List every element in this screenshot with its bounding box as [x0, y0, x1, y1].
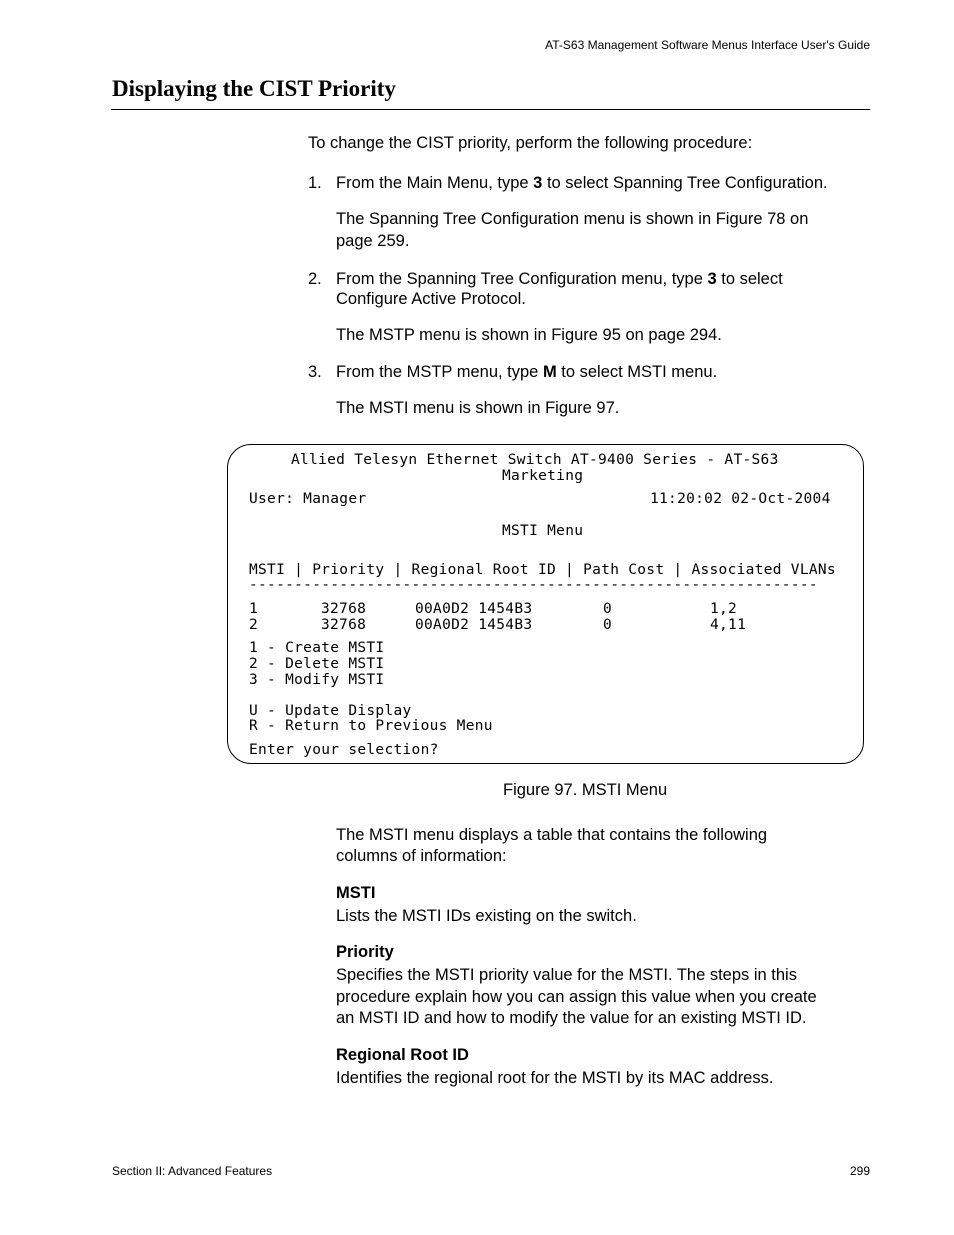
step-result: The Spanning Tree Configuration menu is shown in Figure 78 on [336, 210, 809, 228]
step-number: 2. [308, 270, 322, 288]
section-title: Displaying the CIST Priority [112, 76, 396, 101]
table-cell-root-id: 00A0D2 1454B3 [415, 617, 533, 633]
step-text-continued: Configure Active Protocol. [336, 290, 526, 308]
term-heading-priority: Priority [336, 943, 394, 961]
screen-prompt: Enter your selection? [249, 742, 439, 758]
term-definition: procedure explain how you can assign this value when you create [336, 988, 817, 1006]
table-cell-msti: 2 [249, 617, 259, 633]
term-definition: Identifies the regional root for the MSTI by its MAC address. [336, 1069, 774, 1087]
step-number: 3. [308, 363, 322, 381]
screen-title: Allied Telesyn Ethernet Switch AT-9400 Series - AT-S63 [291, 452, 779, 468]
menu-option-create: 1 - Create MSTI [249, 640, 385, 656]
step-result: The MSTP menu is shown in Figure 95 on page 294. [336, 326, 722, 344]
description-text: The MSTI menu displays a table that contains the following [336, 826, 768, 844]
description-text: columns of information: [336, 847, 507, 865]
running-header: AT-S63 Management Software Menus Interface User's Guide [545, 38, 870, 52]
screen-separator: --------------------------------------------------------------- [249, 577, 818, 593]
table-cell-path-cost: 0 [603, 601, 613, 617]
menu-option-modify: 3 - Modify MSTI [249, 672, 385, 688]
title-rule [111, 109, 870, 110]
table-cell-priority: 32768 [321, 617, 367, 633]
menu-option-update: U - Update Display [249, 703, 412, 719]
intro-text: To change the CIST priority, perform the following procedure: [308, 134, 753, 152]
term-heading-regional-root-id: Regional Root ID [336, 1046, 469, 1064]
step-text: From the Spanning Tree Configuration menu, type 3 to select [336, 270, 783, 288]
screen-table-header: MSTI | Priority | Regional Root ID | Path Cost | Associated VLANs [249, 562, 836, 578]
term-definition: an MSTI ID and how to modify the value for an existing MSTI ID. [336, 1009, 807, 1027]
footer-section: Section II: Advanced Features [112, 1164, 273, 1178]
term-heading-msti: MSTI [336, 884, 376, 902]
menu-option-delete: 2 - Delete MSTI [249, 656, 385, 672]
figure-caption: Figure 97. MSTI Menu [503, 781, 668, 799]
screen-datetime: 11:20:02 02-Oct-2004 [650, 491, 831, 507]
step-text: From the Main Menu, type 3 to select Spanning Tree Configuration. [336, 174, 828, 192]
term-definition: Lists the MSTI IDs existing on the switch. [336, 907, 637, 925]
table-cell-vlans: 4,11 [710, 617, 747, 633]
menu-option-return: R - Return to Previous Menu [249, 718, 493, 734]
table-cell-priority: 32768 [321, 601, 367, 617]
term-definition: Specifies the MSTI priority value for the MSTI. The steps in this [336, 966, 797, 984]
step-number: 1. [308, 174, 322, 192]
step-result: The MSTI menu is shown in Figure 97. [336, 399, 620, 417]
table-cell-msti: 1 [249, 601, 259, 617]
step-text: From the MSTP menu, type M to select MSTI menu. [336, 363, 718, 381]
page-number: 299 [849, 1164, 870, 1178]
table-cell-path-cost: 0 [603, 617, 613, 633]
screen-menu-title: MSTI Menu [502, 523, 584, 539]
table-cell-vlans: 1,2 [710, 601, 738, 617]
step-result: page 259. [336, 232, 410, 250]
screen-subtitle: Marketing [502, 468, 584, 484]
table-cell-root-id: 00A0D2 1454B3 [415, 601, 533, 617]
screen-user: User: Manager [249, 491, 367, 507]
